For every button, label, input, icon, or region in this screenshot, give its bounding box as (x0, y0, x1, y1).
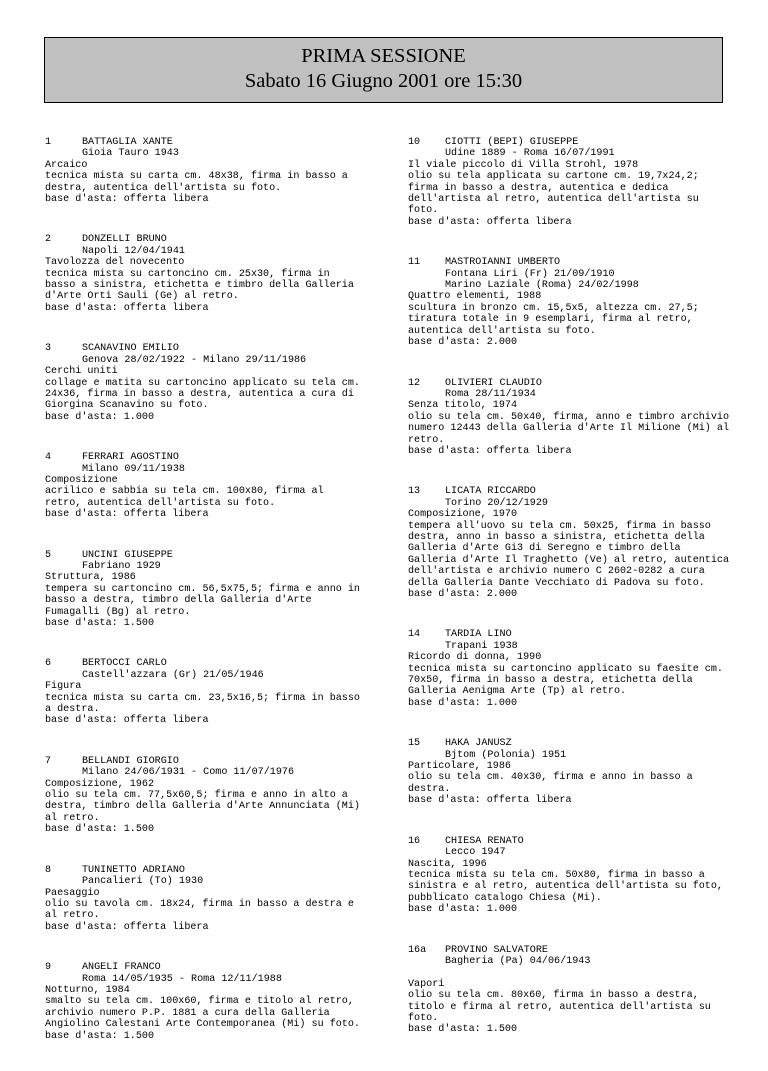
lot-artist-bio: Milano 24/06/1931 - Como 11/07/1976 (82, 767, 295, 779)
lot-number: 12 (408, 377, 421, 389)
lot-artist-bio: Marino Laziale (Roma) 24/02/1998 (445, 280, 639, 292)
lot-artist: ANGELI FRANCO (82, 962, 161, 974)
lot-description: collage e matita su cartoncino applicato su tela cm. 24x36, firma in basso a destra, autentica a cura di Giorgina Scanavino su foto. (45, 377, 367, 412)
lot-heading (408, 629, 730, 640)
lot-entry (408, 137, 730, 228)
lot-base-price: base d'asta: 1.000 (408, 904, 518, 916)
lot-artist-bio: Pancalieri (To) 1930 (82, 876, 204, 888)
lot-base-price: base d'asta: 1.000 (45, 411, 155, 423)
lot-entry (45, 658, 367, 727)
lot-artist-bio: Bjtom (Polonia) 1951 (445, 749, 567, 761)
lots-column-right (408, 137, 736, 1065)
lot-number: 10 (408, 137, 421, 148)
lot-artist-bio: Castell'azzara (Gr) 21/05/1946 (82, 669, 264, 681)
lot-entry (408, 738, 730, 806)
lot-artist: TUNINETTO ADRIANO (82, 864, 185, 876)
lot-entry (408, 486, 736, 600)
lot-entry (45, 234, 363, 314)
lot-artist-bio: Genova 28/02/1922 - Milano 29/11/1986 (82, 354, 307, 366)
lot-number: 8 (45, 864, 52, 876)
lot-description: olio su tela cm. 80x60, firma in basso a destra, titolo e firma al retro, autentica dell'artista su foto. (408, 990, 717, 1024)
lot-title: Senza titolo, 1974 (408, 400, 518, 412)
lot-base-price: base d'asta: 1.500 (45, 618, 155, 629)
lot-artist-bio: Roma 28/11/1934 (445, 388, 536, 400)
lot-artist-bio: Milano 09/11/1938 (82, 463, 185, 475)
lot-artist-bio (408, 967, 730, 978)
lot-description: tecnica mista su carta cm. 48x38, firma in basso a destra, autentica dell'artista su foto. (45, 171, 354, 194)
lot-number: 16a (408, 944, 427, 956)
lot-heading (45, 137, 363, 148)
lot-description: smalto su tela cm. 100x60, firma e titolo al retro, archivio numero P.P. 1881 a cura della Galleria Angiolino Calestani Arte Contemporanea (Mi) su foto. (45, 996, 360, 1031)
lot-heading (408, 137, 730, 148)
lot-entry (408, 629, 730, 709)
lot-artist-bio: Napoli 12/04/1941 (82, 245, 185, 257)
lot-title: Notturno, 1984 (45, 984, 130, 996)
lot-entry (45, 962, 363, 1042)
lot-description: tecnica mista su carta cm. 23,5x16,5; firma in basso a destra. (45, 692, 367, 716)
lot-heading (408, 836, 730, 847)
lot-base-price: base d'asta: 1.500 (45, 824, 155, 836)
lot-entry (408, 377, 736, 458)
lot-heading (45, 658, 363, 669)
lot-description: olio su tela applicata su cartone cm. 19,7x24,2; firma in basso a destra, autentica e dedica dell'artista al retro, autentica dell'artista su foto. (408, 171, 705, 217)
session-header (44, 37, 723, 103)
lot-title: Tavolozza del novecento (45, 257, 185, 269)
lot-title: Vapori (408, 978, 445, 990)
lot-description: tecnica mista su cartoncino applicato su faesite cm. 70x50, firma in basso a destra, etichetta della Galleria Aenigma Arte (Tp) al retro. (408, 663, 730, 698)
lot-title: Particolare, 1986 (408, 761, 511, 773)
lot-description: tecnica mista su cartoncino cm. 25x30, firma in basso a sinistra, etichetta e timbro della Galleria d'Arte Orti Sauli (Ge) al retro. (45, 268, 360, 303)
lot-artist: MASTROIANNI UMBERTO (445, 257, 561, 269)
lot-entry (45, 549, 367, 630)
lot-number: 6 (45, 658, 52, 670)
lot-title: Arcaico (45, 159, 88, 171)
lot-base-price: base d'asta: offerta libera (408, 795, 572, 807)
lot-artist: DONZELLI BRUNO (82, 234, 167, 246)
lot-number: 3 (45, 343, 52, 355)
lot-heading (45, 962, 363, 973)
lot-description: scultura in bronzo cm. 15,5x5, altezza cm. 27,5; tiratura totale in 9 esemplari, firma al retro, autentica dell'artista su foto. (408, 302, 705, 337)
lot-artist: TARDIA LINO (445, 629, 512, 641)
lot-artist-bio: Fabriano 1929 (82, 560, 161, 572)
lot-base-price: base d'asta: offerta libera (408, 216, 572, 228)
lot-heading (45, 865, 363, 876)
lot-base-price: base d'asta: 1.500 (408, 1024, 518, 1036)
lot-artist: CIOTTI (BEPI) GIUSEPPE (445, 137, 579, 148)
lot-artist: UNCINI GIUSEPPE (82, 549, 173, 561)
lot-artist: BELLANDI GIORGIO (82, 755, 179, 767)
lot-entry (408, 257, 730, 348)
lot-heading (45, 234, 363, 245)
lot-title: Composizione, 1970 (408, 509, 518, 521)
lot-artist-bio: Gioia Tauro 1943 (82, 148, 179, 160)
lot-artist-bio: Bagheria (Pa) 04/06/1943 (445, 955, 591, 967)
lot-artist: SCANAVINO EMILIO (82, 343, 179, 355)
session-date: Sabato 16 Giugno 2001 ore 15:30 (244, 70, 523, 92)
lots-column-left (45, 137, 367, 1071)
lot-entry (45, 865, 363, 933)
lot-heading (408, 257, 730, 268)
lot-description: tempera su cartoncino cm. 56,5x75,5; firma e anno in basso a destra, timbro della Galleria d'Arte Fumagalli (Bg) al retro. (45, 583, 367, 618)
lot-number: 11 (408, 257, 421, 269)
lot-heading (45, 452, 363, 463)
lot-artist: FERRARI AGOSTINO (82, 452, 179, 464)
lot-heading (45, 756, 363, 767)
lot-title: Ricordo di donna, 1990 (408, 652, 542, 664)
lot-base-price: base d'asta: offerta libera (45, 509, 209, 521)
lot-description: tecnica mista su tela cm. 50x80, firma in basso a sinistra e al retro, autentica dell'artista su foto, pubblicato catalogo Chiesa (Mi). (408, 869, 730, 904)
lot-artist: PROVINO SALVATORE (445, 944, 548, 956)
lot-number: 15 (408, 738, 421, 750)
lot-base-price: base d'asta: offerta libera (45, 715, 209, 727)
lot-title: Composizione, 1962 (45, 778, 155, 790)
lot-heading (408, 378, 730, 389)
lot-description: olio su tavola cm. 18x24, firma in basso a destra e al retro. (45, 898, 360, 922)
lot-base-price: base d'asta: 1.500 (45, 1030, 155, 1042)
lot-number: 1 (45, 137, 52, 148)
lot-artist: CHIESA RENATO (445, 835, 524, 847)
lot-number: 2 (45, 234, 52, 246)
lot-number: 5 (45, 549, 52, 561)
lot-title: Composizione (45, 474, 118, 486)
lot-number: 4 (45, 452, 52, 464)
lot-base-price: base d'asta: 2.000 (408, 589, 518, 600)
lot-artist-bio: Fontana Liri (Fr) 21/09/1910 (445, 268, 615, 280)
lot-entry (45, 343, 367, 423)
lot-artist-bio: Roma 14/05/1935 - Roma 12/11/1988 (82, 973, 282, 985)
lot-heading (45, 550, 363, 561)
lot-artist-bio: Udine 1889 - Roma 16/07/1991 (445, 148, 615, 160)
lot-base-price: base d'asta: offerta libera (45, 302, 209, 314)
lot-entry (408, 836, 730, 916)
lot-number: 7 (45, 755, 52, 767)
lot-artist-bio: Trapani 1938 (445, 640, 518, 652)
lot-title: Paesaggio (45, 887, 100, 899)
lot-artist: OLIVIERI CLAUDIO (445, 377, 542, 389)
lot-artist: LICATA RICCARDO (445, 486, 536, 498)
lot-base-price: base d'asta: 1.000 (408, 697, 518, 709)
lot-entry (408, 945, 730, 1036)
lot-description: olio su tela cm. 40x30, firma e anno in basso a destra. (408, 772, 699, 795)
lot-heading (408, 945, 730, 956)
lot-number: 14 (408, 629, 421, 641)
lot-entry (45, 137, 363, 205)
lot-description: tempera all'uovo su tela cm. 50x25, firma in basso destra, anno in basso a sinistra, etichetta della Galleria d'Arte Gi3 di Seregno e timbro della Galleria d'Arte Il Traghetto (Ve) al retro, autentica dell'artista e archivio numero C 2602-0282 a cura della Galleria Dante Vecchiato di Padova su foto. (408, 520, 736, 589)
lot-entry (45, 452, 363, 520)
lot-artist-bio: Lecco 1947 (445, 847, 506, 859)
lot-heading (408, 486, 730, 497)
lot-base-price: base d'asta: 2.000 (408, 337, 518, 349)
lot-title: Cerchi uniti (45, 366, 118, 378)
lot-artist: BERTOCCI CARLO (82, 658, 167, 670)
lot-base-price: base d'asta: offerta libera (45, 194, 209, 206)
lot-artist: BATTAGLIA XANTE (82, 137, 173, 148)
lot-heading (45, 343, 363, 354)
session-title: PRIMA SESSIONE (301, 45, 466, 67)
lot-title: Struttura, 1986 (45, 572, 136, 584)
lot-base-price: base d'asta: offerta libera (408, 445, 572, 457)
lot-description: olio su tela cm. 50x40, firma, anno e timbro archivio numero 12443 della Galleria d'Arte Il Milione (Mi) al retro. (408, 411, 736, 446)
lot-title: Quattro elementi, 1988 (408, 291, 542, 303)
lot-artist: HAKA JANUSZ (445, 738, 512, 750)
lot-number: 13 (408, 486, 421, 498)
lot-title: Il viale piccolo di Villa Strohl, 1978 (408, 159, 639, 171)
lot-entry (45, 755, 367, 836)
lot-number: 16 (408, 835, 421, 847)
lot-number: 9 (45, 962, 52, 974)
lot-heading (408, 738, 730, 749)
lot-title: Nascita, 1996 (408, 858, 487, 870)
lot-base-price: base d'asta: offerta libera (45, 921, 209, 933)
lot-description: olio su tela cm. 77,5x60,5; firma e anno in alto a destra, timbro della Galleria d'Arte Annunciata (Mi) al retro. (45, 790, 367, 824)
lot-artist-bio: Torino 20/12/1929 (445, 497, 548, 509)
lot-title: Figura (45, 681, 82, 693)
lot-description: acrilico e sabbia su tela cm. 100x80, firma al retro, autentica dell'artista su foto. (45, 486, 330, 509)
